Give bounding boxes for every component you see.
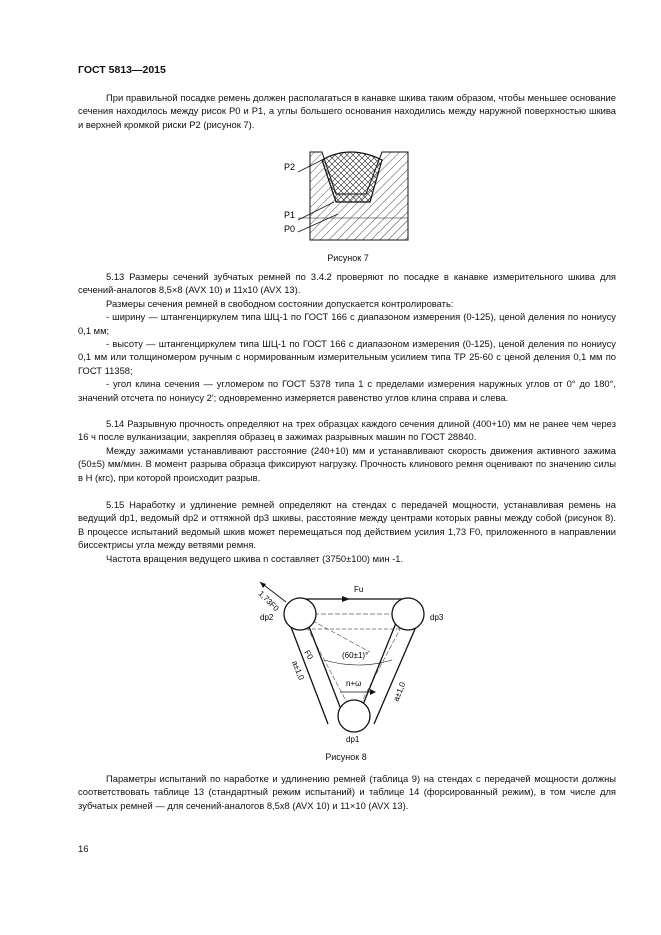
label-p2: P2 <box>284 162 296 172</box>
paragraph-text: 5.14 Разрывную прочность определяют на трех образцах каждого сечения длиной (400+10) мм не ранее чем через 16 ч после вулканизации, закрепляя образец в зажимах разрывных машин по ГОСТ 28840. <box>78 418 616 443</box>
paragraph-text: Частота вращения ведущего шкива n составляет (3750±100) мин -1. <box>106 552 404 564</box>
label-p0: P0 <box>284 224 296 234</box>
paragraph-text: Размеры сечения ремней в свободном состоянии допускается контролировать: <box>106 297 454 309</box>
figure-7 <box>278 146 418 246</box>
pulley-dp2 <box>284 598 316 630</box>
section-5-15 <box>78 498 616 565</box>
figure-7-caption: Рисунок 7 <box>327 253 369 263</box>
paragraph-text: - высоту — штангенциркулем типа ШЦ-1 по ГОСТ 166 с диапазоном измерения (0-125), ценой деления по нониусу 0,1 мм или толщиномером ручным с нормированным измерительным усилием типа ТР 25-60 с ценой деления 0,1 мм по ГОСТ 11358; <box>78 338 616 376</box>
label-dist-right: a±1,0 <box>391 680 408 703</box>
belt-left-inner <box>308 624 342 712</box>
paragraph-text: Между зажимами устанавливают расстояние (240+10) мм и устанавливают скорость движения активного зажима (50±5) мм/мин. В момент разрыва образца фиксируют нагрузку. Прочность клинового ремня оценивают по значению силы в Н (кгс), при которой происходит разрыв. <box>78 444 616 483</box>
label-dp3: dp3 <box>430 613 444 622</box>
label-f0: F0 <box>302 648 315 662</box>
page-number: 16 <box>78 844 89 855</box>
intro-paragraph <box>78 91 616 131</box>
figure-8-caption: Рисунок 8 <box>325 752 367 762</box>
paragraph-text: 5.13 Размеры сечений зубчатых ремней по 3.4.2 проверяют по посадке в канавке измерительного шкива для сечений-аналогов 8,5×8 (AVX 10) и 11x10 (AVX 13). <box>78 271 616 296</box>
paragraph-text: Параметры испытаний по наработке и удлинению ремней (таблица 9) на стендах с передачей мощности должны соответствовать таблице 13 (стандартный режим испытаний) и таблице 14 (форсированный режим), в том числе для зубчатых ремней — для сечений-аналогов 8,5x8 (AVX 10) и 11×10 (AVX 13). <box>78 773 616 811</box>
document-header: ГОСТ 5813—2015 <box>78 64 166 76</box>
belt-left-outer <box>286 614 328 724</box>
figure-8 <box>246 574 466 744</box>
pulley-dp3 <box>392 598 424 630</box>
label-p1: P1 <box>284 210 296 220</box>
label-force: 1,73F0 <box>256 589 281 614</box>
label-angle: (60±1)° <box>342 651 369 660</box>
closing-paragraph <box>78 772 616 812</box>
label-dist-left: a±1,0 <box>290 659 306 682</box>
label-dp2: dp2 <box>260 613 274 622</box>
paragraph-text: 5.15 Наработку и удлинение ремней определяют на стендах с передачей мощности, устанавливая ремень на ведущий dp1, ведомый dp2 и оттяжной dp3 шкивы, расстояние между центрами которых равны между собой (рисунок 8). В процессе испытаний ведомый шкив может перемещаться под действием усилия 1,73 F0, приложенного в направлении биссектрисы угла между ветвями ремня. <box>78 499 616 551</box>
section-5-13 <box>78 270 616 404</box>
pulley-dp1 <box>338 700 370 732</box>
label-fu: Fu <box>354 585 364 594</box>
label-speed: n+ω <box>346 679 362 688</box>
label-dp1: dp1 <box>346 735 360 744</box>
paragraph-text: При правильной посадке ремень должен располагаться в канавке шкива таким образом, чтобы меньшее основание сечения находилось между рисок P0 и P1, а углы большего основания находились между наружной поверхностью шкива и верхней кромкой риски P2 (рисунок 7). <box>78 92 616 130</box>
belt-right-outer <box>374 622 418 724</box>
paragraph-text: - ширину — штангенциркулем типа ШЦ-1 по ГОСТ 166 с диапазоном измерения (0-125), ценой деления по нониусу 0,1 мм; <box>78 311 616 336</box>
section-5-14 <box>78 417 616 484</box>
paragraph-text: - угол клина сечения — угломером по ГОСТ 5378 типа 1 с пределами измерения наружных углов от 0° до 180°, значений отсчета по нониусу 2′; одновременно измеряется равенство углов клина справа и слева. <box>78 378 616 403</box>
